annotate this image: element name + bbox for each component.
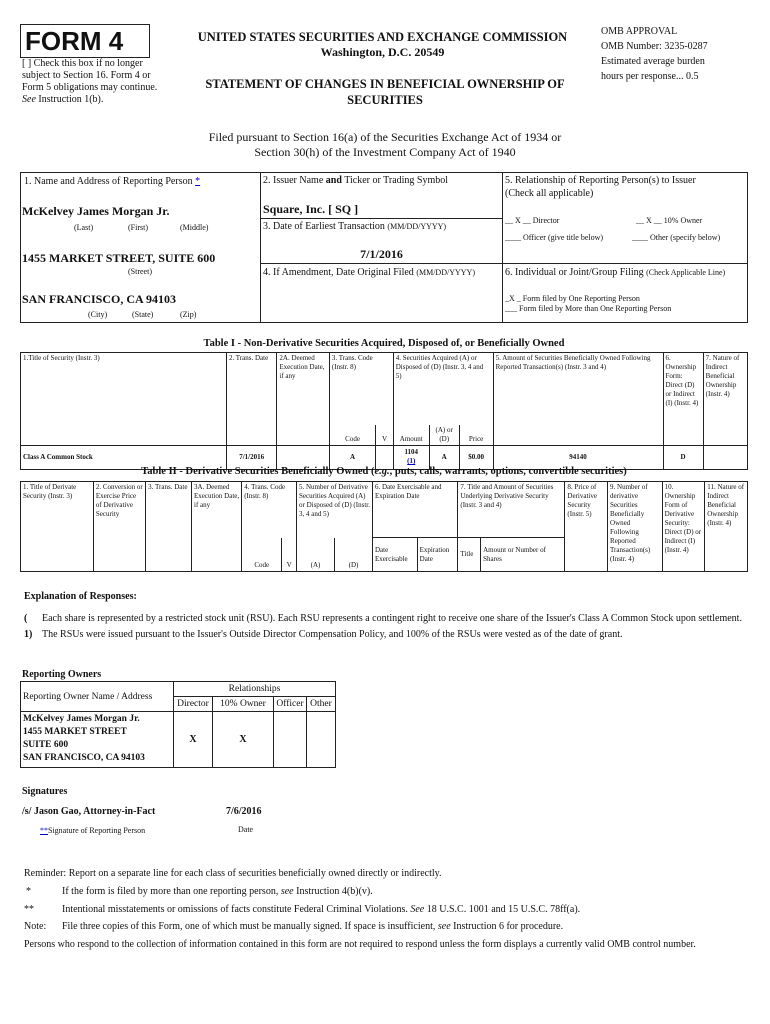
dstar-note <box>62 904 580 916</box>
owner-line3: SUITE 600 <box>23 740 69 750</box>
table1 <box>20 352 748 470</box>
director-check: __ X __ Director <box>505 216 560 225</box>
t1-col5: 5. Amount of Securities Beneficially Owned Following Reported Transaction(s) (Instr. 3 and 4) <box>493 353 663 446</box>
middle-label: (Middle) <box>180 223 209 232</box>
filed-pursuant-2: Section 30(h) of the Investment Company Act of 1940 <box>254 145 516 159</box>
star-text-pre: If the form is filed by more than one reporting person, <box>62 886 279 897</box>
city-label: (City) <box>88 310 108 319</box>
owners-table <box>20 681 336 768</box>
sig-stars-link[interactable]: ** <box>40 826 48 835</box>
dstar-text-pre: Intentional misstatements or omissions of facts constitute Federal Criminal Violations. <box>62 904 408 915</box>
signature-date: 7/6/2016 <box>226 806 262 817</box>
t1-row-price: $0.00 <box>459 445 493 469</box>
box4-format: (MM/DD/YYYY) <box>416 268 475 277</box>
box4-label-text: 4. If Amendment, Date Original Filed <box>263 267 414 278</box>
date-label: Date <box>238 825 254 834</box>
check-box-text[interactable] <box>22 58 172 106</box>
other-mark <box>307 712 336 768</box>
dstar-text-post: 18 U.S.C. 1001 and 15 U.S.C. 78ff(a). <box>426 904 581 915</box>
note-label: Note: <box>24 921 47 932</box>
t2-c1: 1. Title of Derivate Security (Instr. 3) <box>21 482 94 572</box>
t1-col2a: 2A. Deemed Execution Date, if any <box>277 353 330 446</box>
box3-format: (MM/DD/YYYY) <box>387 222 447 231</box>
table2-title-post: , puts, calls, warrants, options, convertible securities) <box>389 466 627 477</box>
table-row <box>21 712 336 768</box>
more-person-check: ___ Form filed by More than One Reporting Person <box>505 304 672 313</box>
t1-col1: 1.Title of Security (Instr. 3) <box>21 353 227 446</box>
agency-location: Washington, D.C. 20549 <box>320 45 445 59</box>
box6-label <box>505 267 725 279</box>
relationships-header: Relationships <box>174 682 336 697</box>
box1-label-text: 1. Name and Address of Reporting Person <box>24 176 193 187</box>
t1-sub-code: Code <box>329 425 375 446</box>
zip-label: (Zip) <box>180 310 197 319</box>
city-state-zip: SAN FRANCISCO, CA 94103 <box>22 292 177 306</box>
box1-star-link[interactable]: * <box>195 176 201 187</box>
dstar-marker: ** <box>24 904 34 915</box>
owner-address <box>21 712 174 768</box>
sig-label-text: Signature of Reporting Person <box>48 826 146 835</box>
t2-c2: 2. Conversion or Exercise Price of Derivative Security <box>93 482 145 572</box>
box6-sub: (Check Applicable Line) <box>646 268 726 277</box>
table2 <box>20 481 748 572</box>
form-title-box <box>20 24 150 58</box>
t2-c3: 3. Trans. Date <box>146 482 192 572</box>
t2-c9: 9. Number of derivative Securities Beneficially Owned Following Reported Transaction(s) (Instr. 4) <box>608 482 663 572</box>
t2-c11: 11. Nature of Indirect Beneficial Ownership (Instr. 4) <box>705 482 748 572</box>
box5-sub: (Check all applicable) <box>505 188 594 199</box>
star-marker: * <box>26 886 31 897</box>
signatures-heading: Signatures <box>22 786 68 797</box>
divider <box>260 218 503 219</box>
t2-sub-d: (D) <box>335 538 373 572</box>
t2-c6: 6. Date Exercisable and Expiration Date <box>373 482 458 538</box>
director-header: Director <box>174 697 213 712</box>
check-box-label: [ ] Check this box if no longer subject to Section 16. Form 4 or Form 5 obligations may continue. <box>22 58 158 93</box>
t2-c3a: 3A. Deemed Execution Date, if any <box>192 482 242 572</box>
box3-label-text: 3. Date of Earliest Transaction <box>263 221 385 232</box>
signature-label <box>40 826 145 836</box>
table2-title-eg: e.g. <box>374 466 390 477</box>
box2-label <box>263 175 448 187</box>
ten-percent-check: __ X __ 10% Owner <box>636 216 703 225</box>
note-text <box>62 921 563 933</box>
footnote-link[interactable]: (1) <box>407 457 416 465</box>
ten-percent-mark: X <box>213 712 274 768</box>
ten-percent-header: 10% Owner <box>213 697 274 712</box>
t1-row-date: 7/1/2016 <box>226 445 276 469</box>
burden-line1: Estimated average burden <box>601 56 705 67</box>
omb-number: OMB Number: 3235-0287 <box>601 41 708 52</box>
t2-sub-expiration: Expiration Date <box>417 538 458 572</box>
t2-c10: 10. Ownership Form of Derivative Security: Direct (D) or Indirect (I) (Instr. 4) <box>662 482 705 572</box>
box6-label-text: 6. Individual or Joint/Group Filing <box>505 267 644 278</box>
explanation-text: Each share is represented by a restricted stock unit (RSU). Each RSU represents a contingent right to receive one share of the Issuer's Class A Common Stock upon settlement. The RSUs were issued pursuant to the Issuer's Outside Director Compensation Policy, and 100% of the RSUs were vested as of the date of grant. <box>42 613 742 640</box>
filed-pursuant-1: Filed pursuant to Section 16(a) of the Securities Exchange Act of 1934 or <box>208 130 562 144</box>
box2-label-pre: 2. Issuer Name <box>263 175 324 186</box>
t1-row-aord: A <box>429 445 459 469</box>
t2-sub-v: V <box>282 538 297 572</box>
dstar-see: See <box>410 904 425 915</box>
owner-line1: McKelvey James Morgan Jr. <box>23 714 140 724</box>
owners-heading: Reporting Owners <box>22 669 102 680</box>
officer-header: Officer <box>274 697 307 712</box>
reporting-person-name: McKelvey James Morgan Jr. <box>22 204 170 218</box>
issuer-name: Square, Inc. [ SQ ] <box>263 202 359 216</box>
t1-sub-amount: Amount <box>393 425 429 446</box>
table2-title-pre: Table II - Derivative Securities Beneficially Owned ( <box>141 466 375 477</box>
divider <box>260 263 748 264</box>
box1-label <box>24 176 200 188</box>
last-label: (Last) <box>74 223 94 232</box>
t2-c4: 4. Trans. Code (Instr. 8) <box>242 482 297 538</box>
agency-name: UNITED STATES SECURITIES AND EXCHANGE COMMISSION <box>197 30 568 44</box>
t1-row-form: D <box>663 445 703 469</box>
state-label: (State) <box>132 310 154 319</box>
star-text-post: Instruction 4(b)(v). <box>296 886 373 897</box>
first-label: (First) <box>128 223 148 232</box>
t2-c7: 7. Title and Amount of Securities Underlying Derivative Security (Instr. 3 and 4) <box>458 482 565 538</box>
note-pre: File three copies of this Form, one of which must be manually signed. If space is insufficient, <box>62 921 436 932</box>
t2-c5: 5. Number of Derivative Securities Acquired (A) or Disposed of (D) (Instr. 3, 4 and 5) <box>297 482 373 538</box>
t1-col4: 4. Securities Acquired (A) or Disposed of (D) (Instr. 3, 4 and 5) <box>393 353 493 425</box>
box2-label-post: Ticker or Trading Symbol <box>344 175 449 186</box>
t1-row-owned: 94140 <box>493 445 663 469</box>
t1-col6: 6. Ownership Form: Direct (D) or Indirect (I) (Instr. 4) <box>663 353 703 446</box>
t1-col7: 7. Nature of Indirect Beneficial Ownership (Instr. 4) <box>703 353 747 446</box>
instruction-ref: Instruction 1(b). <box>38 94 104 105</box>
omb-notice: Persons who respond to the collection of information contained in this form are not required to respond unless the form displays a currently valid OMB control number. <box>24 939 696 950</box>
t2-c8: 8. Price of Derivative Security (Instr. 5) <box>565 482 608 572</box>
other-check: ____ Other (specify below) <box>632 233 721 242</box>
t1-sub-aord: (A) or (D) <box>429 425 459 446</box>
one-person-check: _X _ Form filed by One Reporting Person <box>505 294 640 303</box>
t1-sub-price: Price <box>459 425 493 446</box>
owner-name-header: Reporting Owner Name / Address <box>21 682 174 712</box>
statement-title: STATEMENT OF CHANGES IN BENEFICIAL OWNERSHIP OF SECURITIES <box>205 77 565 107</box>
box4-label <box>263 267 475 279</box>
t2-sub-a: (A) <box>297 538 335 572</box>
omb-approval: OMB APPROVAL <box>601 26 678 37</box>
other-header: Other <box>307 697 336 712</box>
table1-title: Table I - Non-Derivative Securities Acquired, Disposed of, or Beneficially Owned <box>203 338 565 349</box>
burden-line2: hours per response... 0.5 <box>601 71 699 82</box>
star-see: see <box>280 886 294 897</box>
officer-check: ____ Officer (give title below) <box>505 233 604 242</box>
explanation-heading: Explanation of Responses: <box>24 591 137 602</box>
director-mark: X <box>174 712 213 768</box>
t2-sub-exercisable: Date Exercisable <box>373 538 418 572</box>
t2-sub-amount: Amount or Number of Shares <box>481 538 565 572</box>
street-address: 1455 MARKET STREET, SUITE 600 <box>22 251 216 265</box>
note-post: Instruction 6 for procedure. <box>453 921 564 932</box>
omb-box <box>601 24 761 84</box>
t2-sub-title: Title <box>458 538 481 572</box>
t1-sub-v: V <box>376 425 394 446</box>
star-note <box>62 886 373 898</box>
signer-name: /s/ Jason Gao, Attorney-in-Fact <box>22 806 156 817</box>
box5-label: 5. Relationship of Reporting Person(s) to Issuer <box>505 175 696 186</box>
note-see: see <box>437 921 451 932</box>
street-label: (Street) <box>128 267 152 276</box>
t1-row-title: Class A Common Stock <box>21 445 227 469</box>
t1-row-code: A <box>329 445 375 469</box>
owner-line4: SAN FRANCISCO, CA 94103 <box>23 753 145 763</box>
owner-line2: 1455 MARKET STREET <box>23 727 127 737</box>
see-word: See <box>22 94 36 105</box>
t1-col3: 3. Trans. Code (Instr. 8) <box>329 353 393 425</box>
officer-mark <box>274 712 307 768</box>
form-title: FORM 4 <box>25 26 124 56</box>
box2-label-and: and <box>325 175 342 186</box>
t2-sub-code: Code <box>242 538 282 572</box>
earliest-transaction-date: 7/1/2016 <box>360 247 403 261</box>
explanation-marker: ( 1) <box>24 613 33 640</box>
t1-row-amount: 1104 <box>404 448 419 456</box>
reminder: Reminder: Report on a separate line for each class of securities beneficially owned directly or indirectly. <box>24 868 442 879</box>
table2-title <box>20 466 748 477</box>
box3-label <box>263 221 446 233</box>
t1-col2: 2. Trans. Date <box>226 353 276 446</box>
